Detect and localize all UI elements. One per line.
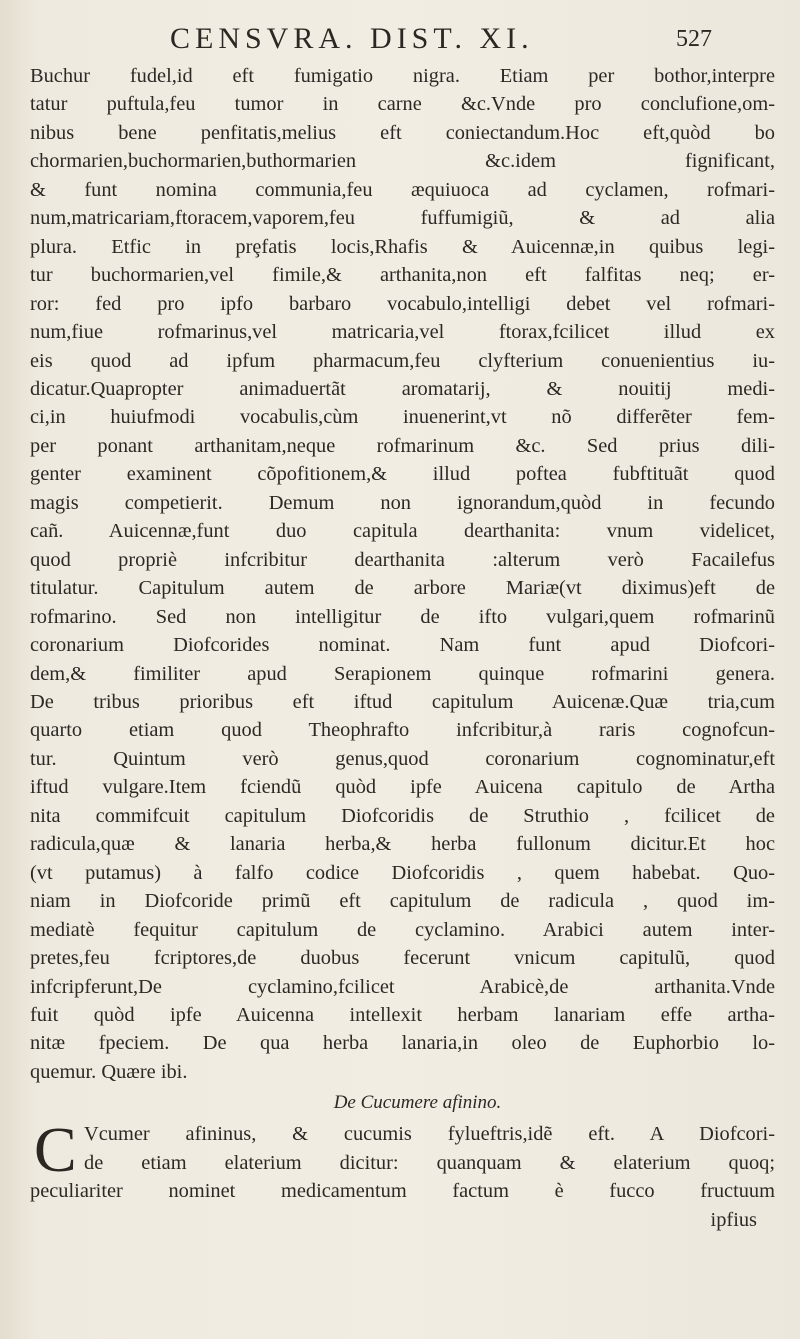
text-line: & funt nomina communia,feu æquiuoca ad cyclamen, rofmari- xyxy=(30,178,775,201)
text-line: tur buchormarien,vel fimile,& arthanita,non eft falfitas neq; er- xyxy=(30,264,775,287)
text-line: iftud vulgare.Item fciendũ quòd ipfe Auicena capitulo de Artha xyxy=(30,776,775,799)
page-number: 527 xyxy=(676,26,712,52)
text-line: nibus bene penfitatis,melius eft coniectandum.Hoc eft,quòd bo xyxy=(30,121,775,144)
text-line: infcripferunt,De cyclamino,fcilicet Arabicè,de arthanita.Vnde xyxy=(30,975,775,998)
text-line: de etiam elaterium dicitur: quanquam & elaterium quoq; xyxy=(84,1151,775,1174)
text-line: fuit quòd ipfe Auicenna intellexit herbam lanariam effe artha- xyxy=(30,1003,775,1026)
text-line: peculiariter nominet medicamentum factum è fucco fructuum xyxy=(30,1180,775,1203)
text-line: ci,in huiufmodi vocabulis,cùm inuenerint,vt nõ differẽter fem- xyxy=(30,406,775,429)
text-line: ror: fed pro ipfo barbaro vocabulo,intelligi debet vel rofmari- xyxy=(30,292,775,315)
text-line: dicatur.Quapropter animaduertãt aromatarij, & nouitij medi- xyxy=(30,377,775,400)
catchword: ipfius xyxy=(710,1208,757,1231)
text-line: num,fiue rofmarinus,vel matricaria,vel ftorax,fcilicet illud ex xyxy=(30,321,775,344)
text-line: quod propriè infcribitur dearthanita :alterum verò Facailefus xyxy=(30,548,775,571)
text-line: (vt putamus) à falfo codice Diofcoridis , quem habebat. Quo- xyxy=(30,861,775,884)
drop-cap-initial: C xyxy=(34,1114,77,1186)
text-line: chormarien,buchormarien,buthormarien &c.idem fignificant, xyxy=(30,150,775,173)
text-line: genter examinent cõpofitionem,& illud poftea fubftituãt quod xyxy=(30,463,775,486)
text-line: plura. Etfic in prȩfatis locis,Rhafis & Auicennæ,in quibus legi- xyxy=(30,235,775,258)
text-line: coronarium Diofcorides nominat. Nam funt apud Diofcori- xyxy=(30,634,775,657)
text-line: radicula,quæ & lanaria herba,& herba fullonum dicitur.Et hoc xyxy=(30,833,775,856)
text-line: magis competierit. Demum non ignorandum,quòd in fecundo xyxy=(30,491,775,514)
section-heading: De Cucumere afinino. xyxy=(333,1092,502,1114)
text-line: rofmarino. Sed non intelligitur de ifto vulgari,quem rofmarinũ xyxy=(30,605,775,628)
text-line: Vcumer afininus, & cucumis fylueftris,idẽ eft. A Diofcori- xyxy=(84,1123,775,1146)
main-text-block xyxy=(30,62,775,1234)
text-line: pretes,feu fcriptores,de duobus fecerunt vnicum capitulũ, quod xyxy=(30,947,775,970)
text-line: num,matricariam,ftoracem,vaporem,feu fuffumigiũ, & ad alia xyxy=(30,207,775,230)
text-line: nitæ fpeciem. De qua herba lanaria,in oleo de Euphorbio lo- xyxy=(30,1032,775,1055)
text-line: De tribus prioribus eft iftud capitulum Auicenæ.Quæ tria,cum xyxy=(30,690,775,713)
text-line: dem,& fimiliter apud Serapionem quinque rofmarini genera. xyxy=(30,662,775,685)
text-line: quemur. Quære ibi. xyxy=(30,1060,188,1083)
text-line: tatur puftula,feu tumor in carne &c.Vnde pro conclufione,om- xyxy=(30,93,775,116)
running-head: CENSVRA. DIST. XI. xyxy=(170,22,534,55)
page-header xyxy=(0,22,800,62)
text-line: Buchur fudel,id eft fumigatio nigra. Etiam per bothor,interpre xyxy=(30,65,775,87)
text-line: tur. Quintum verò genus,quod coronarium cognominatur,eft xyxy=(30,747,775,770)
text-line: titulatur. Capitulum autem de arbore Mariæ(vt diximus)eft de xyxy=(30,577,775,600)
section-paragraph xyxy=(30,1114,775,1205)
text-line: cañ. Auicennæ,funt duo capitula dearthanita: vnum videlicet, xyxy=(30,520,775,543)
paragraph xyxy=(30,62,775,1086)
text-line: per ponant arthanitam,neque rofmarinum &c. Sed prius dili- xyxy=(30,434,775,457)
text-line: eis quod ad ipfum pharmacum,feu clyfterium conuenientius iu- xyxy=(30,349,775,372)
text-line: niam in Diofcoride primũ eft capitulum de radicula , quod im- xyxy=(30,890,775,913)
text-line: nita commifcuit capitulum Diofcoridis de Struthio , fcilicet de xyxy=(30,804,775,827)
text-line: mediatè fequitur capitulum de cyclamino. Arabici autem inter- xyxy=(30,918,775,941)
section-opening xyxy=(30,1114,775,1234)
text-line: quarto etiam quod Theophrafto infcribitur,à raris cognofcun- xyxy=(30,719,775,742)
